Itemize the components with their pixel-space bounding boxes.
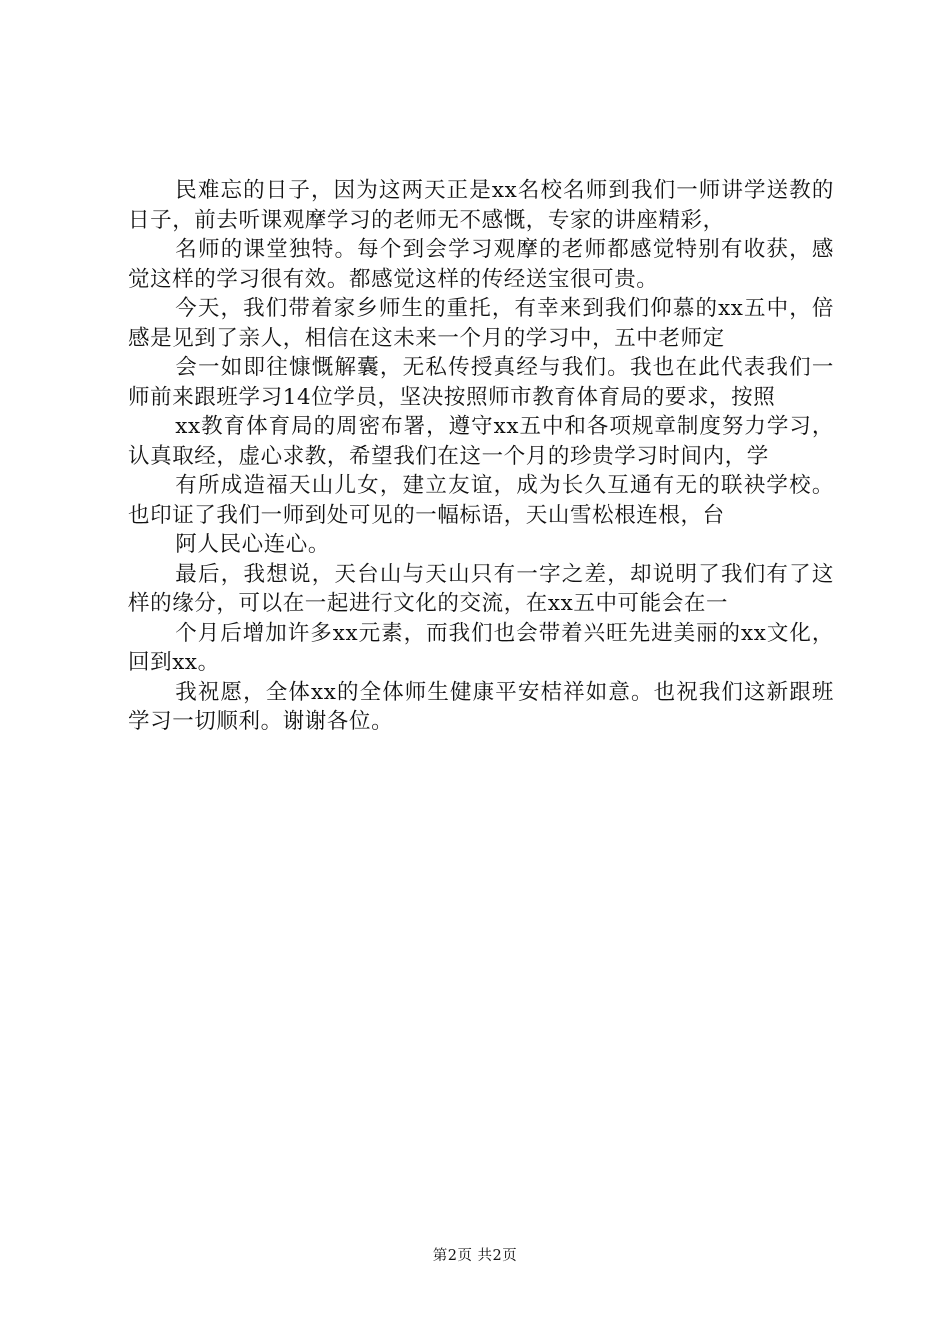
page-number: 第2页 共2页 xyxy=(432,1248,518,1264)
paragraph-10: 我祝愿，全体xx的全体师生健康平安桔祥如意。也祝我们这新跟班学习一切顺利。谢谢各位。 xyxy=(128,679,834,734)
document-body xyxy=(128,176,834,737)
paragraph-4: 会一如即往慷慨解囊，无私传授真经与我们。我也在此代表我们一师前来跟班学习14位学员，坚决按照师市教育体育局的要求，按照 xyxy=(128,355,834,410)
paragraph-8: 最后，我想说，天台山与天山只有一字之差，却说明了我们有了这样的缘分，可以在一起进行文化的交流，在xx五中可能会在一 xyxy=(128,561,834,616)
page-footer xyxy=(0,1244,950,1265)
paragraph-2: 名师的课堂独特。每个到会学习观摩的老师都感觉特别有收获，感觉这样的学习很有效。都感觉这样的传经送宝很可贵。 xyxy=(128,237,834,292)
paragraph-1: 民难忘的日子，因为这两天正是xx名校名师到我们一师讲学送教的日子，前去听课观摩学习的老师无不感慨，专家的讲座精彩， xyxy=(128,178,834,233)
paragraph-7: 阿人民心连心。 xyxy=(175,532,330,557)
paragraph-9: 个月后增加许多xx元素，而我们也会带着兴旺先进美丽的xx文化，回到xx。 xyxy=(128,620,834,675)
paragraph-3: 今天，我们带着家乡师生的重托，有幸来到我们仰慕的xx五中，倍感是见到了亲人，相信在这未来一个月的学习中，五中老师定 xyxy=(128,296,834,351)
paragraph-6: 有所成造福天山儿女，建立友谊，成为长久互通有无的联袂学校。也印证了我们一师到处可见的一幅标语，天山雪松根连根，台 xyxy=(128,473,834,528)
paragraph-5: xx教育体育局的周密布署，遵守xx五中和各项规章制度努力学习，认真取经，虚心求教，希望我们在这一个月的珍贵学习时间内，学 xyxy=(128,414,834,469)
